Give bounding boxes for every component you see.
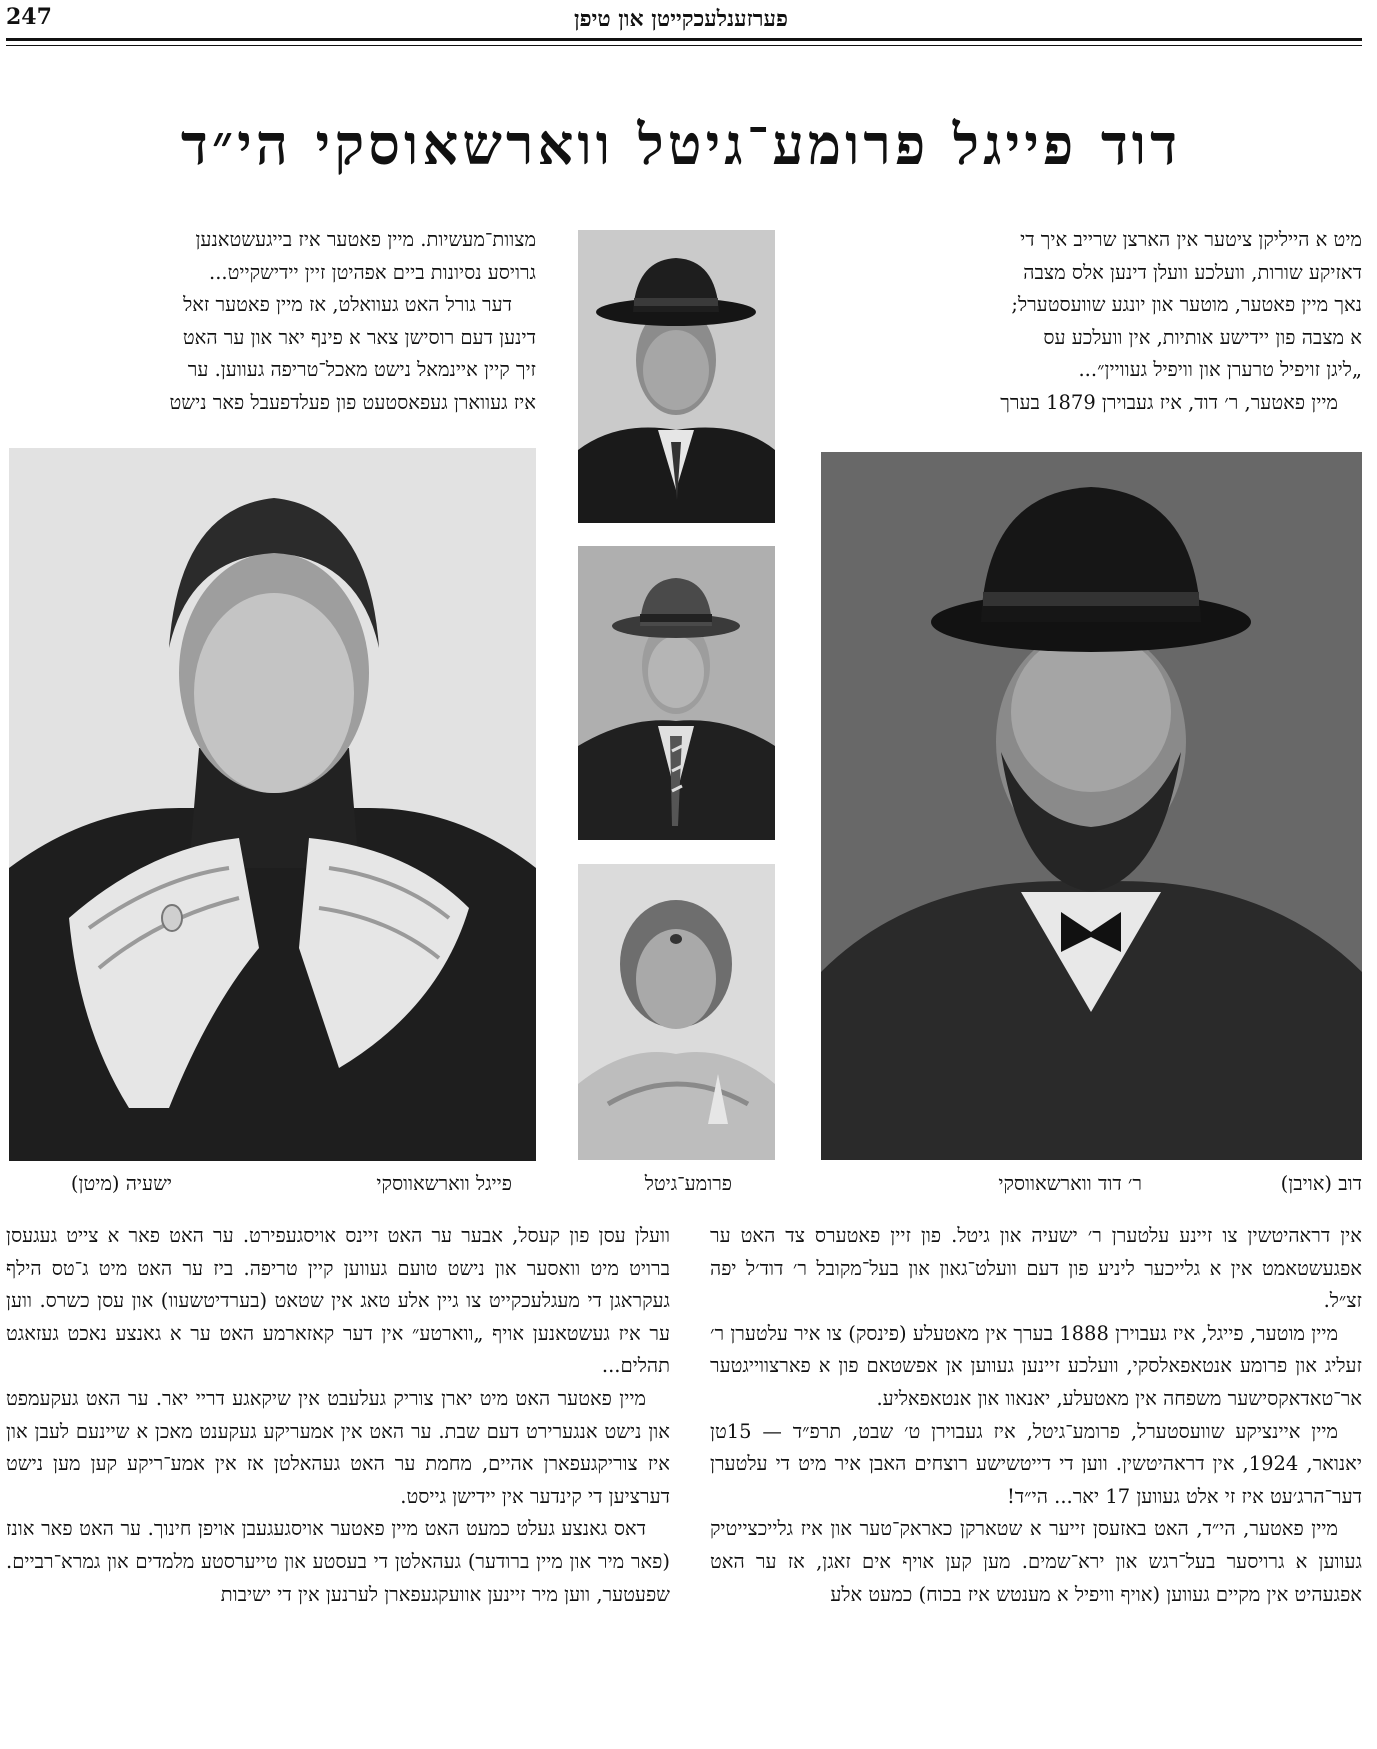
caption-yeshaya: ישעיה (מיטן) bbox=[70, 1172, 172, 1195]
lower-right-column bbox=[710, 1220, 1362, 1611]
portrait-bearded-man-hat-image bbox=[821, 452, 1362, 1160]
header-rule-thick bbox=[6, 38, 1362, 41]
paragraph: וועלן עסן פון קעסל, אבער ער האט זיינס אויסגעפירט. ער האט פאר א צייט געגעסן ברויט מיט וואסער און נישט טועם געווען קיין טריפה. ביז ער האט מיט ג־טס הילף געקראגן די מעגלעכקייט צו גיין אלע טאג אין שטאט (בערדיטשעוו) און עסן כשרס. ווען ער איז געשטאנען אויף „ווארטע״ אין דער קאזארמע האט ער א גאנצע נאכט געזאגט תהלים... bbox=[6, 1224, 670, 1378]
intro-text-line: מיט א הייליקן ציטער אין הארצן שרייב איך די bbox=[1020, 228, 1362, 251]
upper-left-line: איז געווארן געפאסטעט פון פעלדפעבל פאר נישט bbox=[169, 390, 536, 414]
caption-fruma-gitl: פרומע־גיטל bbox=[644, 1172, 732, 1195]
intro-line bbox=[822, 224, 1362, 257]
photo-yeshaya bbox=[578, 546, 775, 840]
portrait-man-hat-image bbox=[578, 230, 775, 523]
intro-line: א מצבה פון יידישע אותיות, אין וועלכע עס bbox=[1043, 325, 1362, 349]
caption-david: ר׳ דוד ווארשאווסקי bbox=[998, 1172, 1142, 1195]
upper-left-line: מצוות־מעשיות. מיין פאטער איז בייגעשטאנען bbox=[195, 228, 536, 251]
paragraph: אין דראהיטשין צו זיינע עלטערן ר׳ ישעיה און גיטל. פון זיין פאטערס צד האט ער אפגעשטאמט אין א גלייכער ליניע פון דעם וועלט־גאון און בעל־מקובל ר׳ דוד׳ל יפה זצ״ל. bbox=[710, 1224, 1362, 1313]
photo-dov bbox=[578, 230, 775, 523]
paragraph: מיין פאטער האט מיט יארן צוריק געלעבט אין שיקאגע דריי יאר. ער האט געקעמפט און נישט אנגערירט דעם שבת. ער האט אין אמעריקע געקענט מאכן א שיינעם לעבן און איז צוריקגעפארן אהיים, מחמת ער האט געהאלטן אז אין אמע־ריקע קען מען נישט דערציען די קינדער אין יידישן גייסט. bbox=[6, 1386, 670, 1508]
photo-feigel bbox=[9, 448, 536, 1161]
photo-captions bbox=[0, 1172, 1362, 1212]
paragraph: דאס גאנצע געלט כמעט האט מיין פאטער אויסגעגעבן אויפן חינוך. ער האט פאר אונז (פאר מיר און מיין ברודער) געהאלטן די בעסטע און טייערסטע מלמדים און גמרא־רביים. שפעטער, ווען מיר זיינען אוועקגעפארן לערנען אין די ישיבות bbox=[6, 1517, 670, 1606]
page-header bbox=[0, 0, 1362, 45]
caption-feigel: פייגל ווארשאווסקי bbox=[376, 1172, 512, 1195]
lower-left-column bbox=[6, 1220, 670, 1611]
paragraph: מיין מוטער, פייגל, איז געבוירן 1888 בערך אין מאטעלע (פינסק) צו איר עלטערן ר׳ זעליג און פרומע אנטאפאלסקי, וועלכע זיינען געווען אן אפשטאם פון א פארצווייגטער אר־טאדאקסישער משפחה אין מאטעלע, יאנאוו און אנטאפאליע. bbox=[710, 1321, 1362, 1410]
portrait-young-man-image bbox=[578, 546, 775, 840]
paragraph: מיין פאטער, הי״ד, האט באזעסן זייער א שטארקן כאראק־טער און איז גלייכצייטיק געווען א גרויסער בעל־רגש און ירא־שמים. מען קען אויף אים זאגן, אז ער האט אפגעהיט אין מקיים געווען (אויף וויפיל א מענטש איז בכוח) כמעט אלע bbox=[710, 1517, 1362, 1606]
intro-line: „ליגן זויפיל טרערן און וויפיל געוויין״... bbox=[1078, 358, 1362, 382]
caption-dov: דוב (אויבן) bbox=[1280, 1172, 1362, 1195]
portrait-girl-image bbox=[578, 864, 775, 1160]
article-title: דוד פייגל פרומע־גיטל ווארשאוסקי הי״ד bbox=[180, 112, 1182, 178]
intro-line: נאך מיין פאטער, מוטער און יונגע שוועסטערל; bbox=[1011, 293, 1362, 317]
portrait-woman-lace-collar-image bbox=[9, 448, 536, 1161]
upper-left-line: גרויסע נסיונות ביים אפהיטן זיין יידישקייט... bbox=[209, 260, 536, 284]
intro-line: מיין פאטער, ר׳ דוד, איז געבוירן 1879 בערך bbox=[1000, 390, 1338, 414]
intro-line: דאזיקע שורות, וועלכע וועלן דינען אלס מצבה bbox=[1023, 260, 1362, 284]
page-number: 247 bbox=[6, 4, 52, 30]
intro-column bbox=[822, 224, 1362, 420]
running-title: פערזענלעכקייטן און טיפן bbox=[574, 6, 788, 32]
upper-left-line: זיך קיין איינמאל נישט מאכל־טריפה געווען. ער bbox=[187, 358, 536, 382]
upper-left-line: דינען דעם רוסישן צאר א פינף יאר און ער האט bbox=[182, 325, 536, 349]
paragraph: מיין איינציקע שוועסטערל, פרומע־גיטל, איז געבוירן ט׳ שבט, תרפ״ד — 15טן יאנואר, 1924, אין דראהיטשין. ווען די דייטשישע רוצחים האבן איר מיט די עלטערן דער־הרג׳עט איז זי אלט געווען 17 יאר... הי״ד! bbox=[710, 1419, 1362, 1508]
upper-left-line: דער גורל האט געוואלט, אז מיין פאטער זאל bbox=[183, 293, 512, 317]
photo-david bbox=[821, 452, 1362, 1160]
upper-left-column bbox=[6, 224, 536, 420]
photo-fruma-gitl bbox=[578, 864, 775, 1160]
header-rule-thin bbox=[6, 45, 1362, 46]
